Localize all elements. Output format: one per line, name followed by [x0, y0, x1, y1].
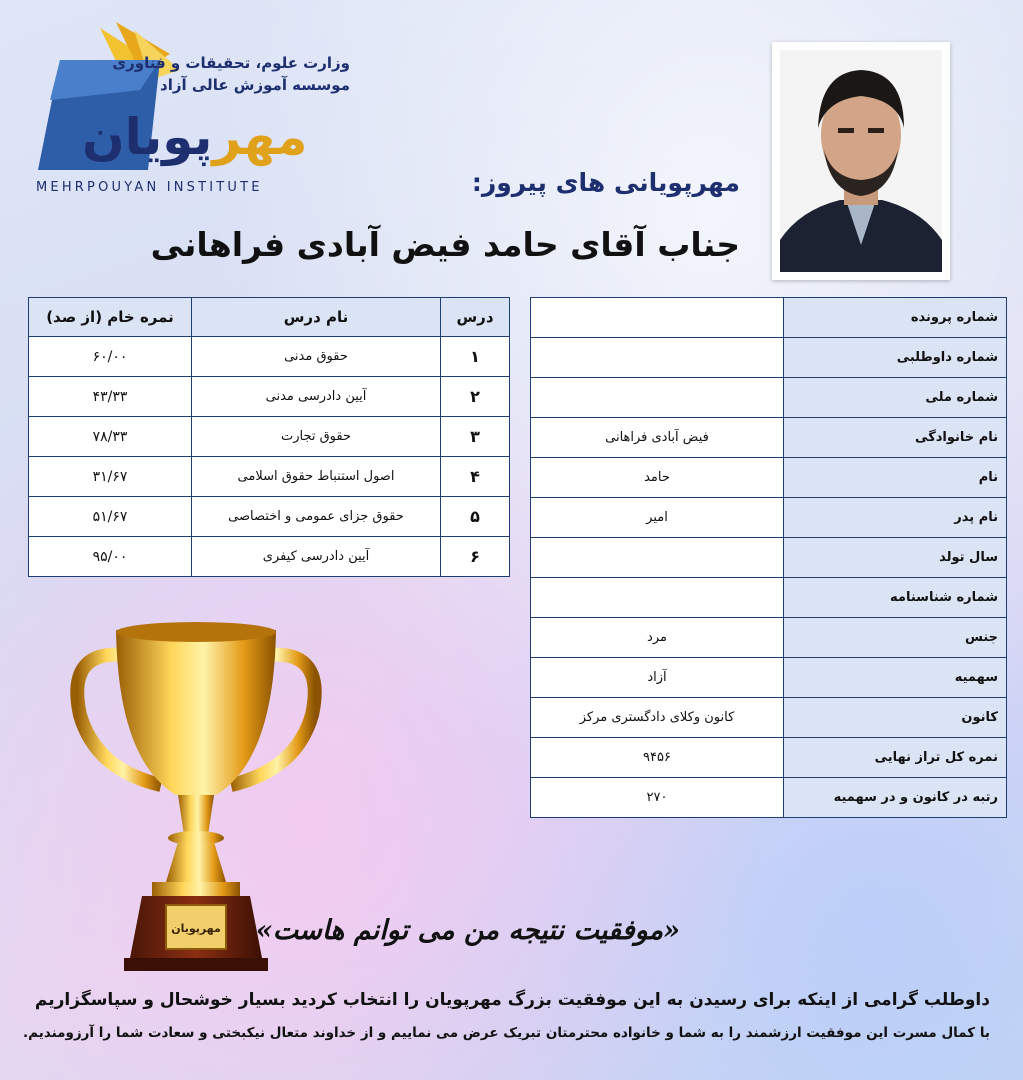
info-label: سال تولد [784, 538, 1007, 578]
course-number: ۵ [441, 497, 510, 537]
info-label: جنس [784, 618, 1007, 658]
header-course-number: درس [441, 298, 510, 337]
candidate-info-table [530, 297, 1007, 818]
info-row [531, 498, 1007, 538]
info-value: فیض آبادی فراهانی [531, 418, 784, 458]
logo-ministry-text: وزارت علوم، تحقیقات و فناوری [112, 54, 350, 72]
info-value [531, 538, 784, 578]
info-row [531, 738, 1007, 778]
info-row [531, 618, 1007, 658]
motto-text: «موفقیت نتیجه من می توانم هاست» [255, 915, 680, 946]
score-row [29, 457, 510, 497]
raw-score: ۳۱/۶۷ [29, 457, 192, 497]
info-label: شماره شناسنامه [784, 578, 1007, 618]
info-label: نمره کل تراز نهایی [784, 738, 1007, 778]
course-number: ۴ [441, 457, 510, 497]
info-row [531, 378, 1007, 418]
info-value [531, 298, 784, 338]
info-label: نام [784, 458, 1007, 498]
course-name: حقوق تجارت [192, 417, 441, 457]
info-label: شماره ملی [784, 378, 1007, 418]
institute-logo [30, 20, 350, 200]
congratulation-text: داوطلب گرامی از اینکه برای رسیدن به این موفقیت بزرگ مهرپویان را انتخاب کردید بسیار خوشحال و سپاسگزاریم [34, 990, 990, 1010]
logo-name-en: MEHRPOUYAN INSTITUTE [36, 180, 263, 195]
info-value: ۲۷۰ [531, 778, 784, 818]
info-value: مرد [531, 618, 784, 658]
logo-name-fa [82, 108, 307, 166]
score-row [29, 497, 510, 537]
score-row [29, 377, 510, 417]
score-row [29, 337, 510, 377]
info-row [531, 698, 1007, 738]
raw-score: ۴۳/۳۳ [29, 377, 192, 417]
trophy-plaque-text: مهرپویان [171, 922, 221, 935]
info-row [531, 538, 1007, 578]
course-name: حقوق مدنی [192, 337, 441, 377]
winners-heading: مهرپویانی های پیروز: [471, 168, 740, 197]
course-number: ۳ [441, 417, 510, 457]
info-row [531, 418, 1007, 458]
candidate-name-heading: جناب آقای حامد فیض آبادی فراهانی [150, 225, 740, 264]
info-value: حامد [531, 458, 784, 498]
candidate-photo [772, 42, 950, 280]
info-label: شماره داوطلبی [784, 338, 1007, 378]
course-number: ۲ [441, 377, 510, 417]
raw-score: ۷۸/۳۳ [29, 417, 192, 457]
info-row [531, 458, 1007, 498]
info-row [531, 658, 1007, 698]
person-portrait-icon [780, 50, 942, 272]
header-raw-score: نمره خام (از صد) [29, 298, 192, 337]
scores-table [28, 297, 510, 577]
course-name: اصول استنباط حقوق اسلامی [192, 457, 441, 497]
logo-name-part1: مهر [212, 108, 308, 166]
raw-score: ۶۰/۰۰ [29, 337, 192, 377]
score-row [29, 537, 510, 577]
info-label: نام خانوادگی [784, 418, 1007, 458]
logo-name-part2: پویان [82, 108, 213, 166]
info-label: رتبه در کانون و در سهمیه [784, 778, 1007, 818]
info-label: سهمیه [784, 658, 1007, 698]
info-row [531, 298, 1007, 338]
course-number: ۶ [441, 537, 510, 577]
info-row [531, 578, 1007, 618]
scores-header-row [29, 298, 510, 337]
course-name: آیین دادرسی مدنی [192, 377, 441, 417]
wish-text: با کمال مسرت این موفقیت ارزشمند را به شما و خانواده محترمتان تبریک عرض می نماییم و از خداوند متعال نیکبختی و سعادت شما را آرزومندیم. [23, 1025, 990, 1041]
info-row [531, 338, 1007, 378]
course-name: حقوق جزای عمومی و اختصاصی [192, 497, 441, 537]
course-name: آیین دادرسی کیفری [192, 537, 441, 577]
info-value [531, 338, 784, 378]
info-label: کانون [784, 698, 1007, 738]
info-value: امیر [531, 498, 784, 538]
info-value [531, 378, 784, 418]
info-label: نام پدر [784, 498, 1007, 538]
course-number: ۱ [441, 337, 510, 377]
raw-score: ۵۱/۶۷ [29, 497, 192, 537]
header-course-name: نام درس [192, 298, 441, 337]
raw-score: ۹۵/۰۰ [29, 537, 192, 577]
info-value [531, 578, 784, 618]
logo-institute-text: موسسه آموزش عالی آزاد [160, 76, 350, 94]
info-label: شماره پرونده [784, 298, 1007, 338]
score-row [29, 417, 510, 457]
info-value: ۹۴۵۶ [531, 738, 784, 778]
info-value: آزاد [531, 658, 784, 698]
info-row [531, 778, 1007, 818]
info-value: کانون وکلای دادگستری مرکز [531, 698, 784, 738]
